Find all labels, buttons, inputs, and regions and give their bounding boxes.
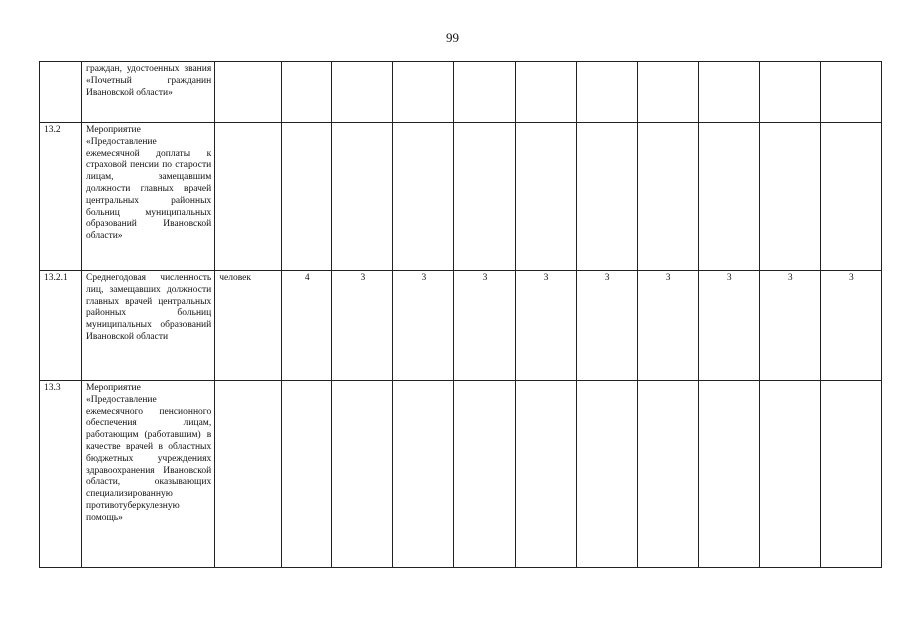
value-cell: 3	[576, 271, 637, 381]
row-unit-cell	[215, 381, 282, 568]
value-cell	[454, 123, 515, 271]
row-description-cell	[82, 62, 215, 123]
value-cell	[332, 62, 393, 123]
value-cell: 3	[332, 271, 393, 381]
value-cell	[637, 123, 698, 271]
value-cell: 3	[454, 271, 515, 381]
value-cell	[820, 381, 881, 568]
value-cell: 3	[393, 271, 454, 381]
value-cell	[759, 123, 820, 271]
value-cell	[515, 62, 576, 123]
indicators-table	[39, 61, 882, 568]
row-description: граждан, удостоенных звания «Почетный гражданин Ивановской области»	[86, 64, 212, 98]
value-cell: 3	[637, 271, 698, 381]
row-number-cell: 13.2	[40, 123, 82, 271]
table-row	[40, 123, 882, 271]
value-cell	[820, 62, 881, 123]
table-row	[40, 381, 882, 568]
value-cell	[576, 62, 637, 123]
value-cell	[759, 62, 820, 123]
row-unit-cell	[215, 123, 282, 271]
value-cell	[698, 123, 759, 271]
row-number-cell	[40, 62, 82, 123]
row-description: Мероприятие «Предоставление ежемесячного пенсионного обеспечения лицам, работающим (работавшим) в качестве врачей в областных бюджетных учреждениях здравоохранения Ивановской области, оказывающих специализированную противотуберкулезную помощь»	[86, 383, 212, 523]
value-cell	[820, 123, 881, 271]
value-cell	[576, 381, 637, 568]
page-number: 99	[446, 30, 459, 45]
value-cell	[576, 123, 637, 271]
table-row	[40, 271, 882, 381]
value-cell	[454, 62, 515, 123]
row-description-cell	[82, 381, 215, 568]
row-description-cell	[82, 271, 215, 381]
value-cell	[393, 381, 454, 568]
value-cell	[698, 381, 759, 568]
value-cell: 3	[698, 271, 759, 381]
value-cell	[637, 62, 698, 123]
value-cell	[282, 62, 332, 123]
row-unit-cell	[215, 62, 282, 123]
value-cell: 3	[820, 271, 881, 381]
value-cell	[332, 123, 393, 271]
value-cell	[515, 381, 576, 568]
value-cell	[698, 62, 759, 123]
row-unit-cell: человек	[215, 271, 282, 381]
value-cell	[332, 381, 393, 568]
value-cell	[393, 123, 454, 271]
value-cell	[282, 123, 332, 271]
value-cell	[759, 381, 820, 568]
row-description-cell	[82, 123, 215, 271]
row-number-cell: 13.3	[40, 381, 82, 568]
value-cell	[454, 381, 515, 568]
table-row	[40, 62, 882, 123]
value-cell: 4	[282, 271, 332, 381]
value-cell	[515, 123, 576, 271]
value-cell	[393, 62, 454, 123]
value-cell: 3	[515, 271, 576, 381]
value-cell	[637, 381, 698, 568]
value-cell: 3	[759, 271, 820, 381]
row-number-cell: 13.2.1	[40, 271, 82, 381]
row-description: Мероприятие «Предоставление ежемесячной доплаты к страховой пенсии по старости лицам, замещавшим должности главных врачей центральных районных больниц муниципальных образований Ивановской области»	[86, 125, 212, 242]
value-cell	[282, 381, 332, 568]
row-description: Среднегодовая численность лиц, замещавших должности главных врачей центральных районных больниц муниципальных образований Ивановской области	[86, 273, 212, 342]
